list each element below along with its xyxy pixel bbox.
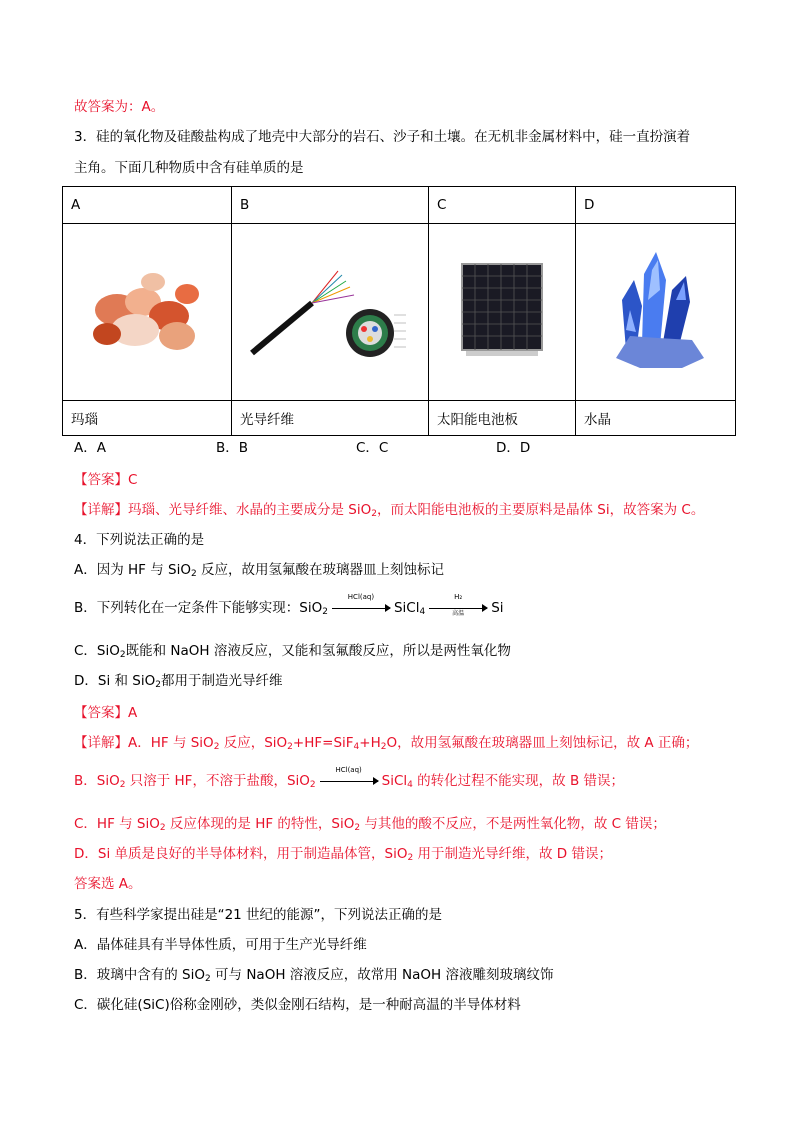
q4-explanation-b: B．SiO$_2$ 只溶于 HF，不溶于盐酸，SiO$_2$ HCl(aq) SiCl$_4$ 的转化过程不能实现，故 B 错误； [74,766,625,790]
q3-choices [74,438,530,458]
q3-options-table [62,186,736,436]
q4-option-c: C．SiO$_2$既能和 NaOH 溶液反应，又能和氢氟酸反应，所以是两性氧化物 [74,643,511,660]
previous-answer: 故答案为：A。 [74,99,165,115]
col-header-b: B [232,187,429,224]
label-agate: 玛瑙 [63,401,232,436]
q4-answer: 【答案】A [74,705,138,721]
q4-explanation-d: D．Si 单质是良好的半导体材料，用于制造晶体管，SiO$_2$ 用于制造光导纤维，故 D 错误； [74,846,612,863]
reaction-arrow-hcl: HCl(aq) [332,602,390,614]
q4-option-d: D．Si 和 SiO$_2$都用于制造光导纤维 [74,673,283,690]
crystal-image [576,224,736,401]
col-header-d: D [576,187,736,224]
q3-explanation: 【详解】玛瑙、光导纤维、水晶的主要成分是 SiO$_2$，而太阳能电池板的主要原料是晶体 Si，故答案为 C。 [74,502,705,519]
q4-option-a: A．因为 HF 与 SiO$_2$ 反应，故用氢氟酸在玻璃器皿上刻蚀标记 [74,562,445,579]
q5-option-a: A．晶体硅具有半导体性质，可用于生产光导纤维 [74,937,367,953]
solar-panel-image [429,224,576,401]
reaction-arrow-h2: H₂ 高温 [429,602,487,614]
choice-a[interactable]: A．A [74,440,106,456]
choice-c[interactable]: C．C [356,440,389,456]
q3-answer: 【答案】C [74,472,138,488]
label-crystal: 水晶 [576,401,736,436]
choice-d[interactable]: D．D [496,440,531,456]
q5-stem: 5．有些科学家提出硅是“21 世纪的能源”，下列说法正确的是 [74,907,443,923]
q5-option-c: C．碳化硅(SiC)俗称金刚砂，类似金刚石结构，是一种耐高温的半导体材料 [74,997,521,1013]
choice-b[interactable]: B．B [216,440,249,456]
q4-explanation-a: 【详解】A．HF 与 SiO$_2$ 反应，$SiO_2+HF=SiF_4+H_2O$，故用氢氟酸在玻璃器皿上刻蚀标记，故 A 正确； [74,735,699,752]
agate-image [63,224,232,401]
col-header-c: C [429,187,576,224]
q4-stem: 4．下列说法正确的是 [74,532,205,548]
optical-fiber-image [232,224,429,401]
col-header-a: A [63,187,232,224]
q5-option-b: B．玻璃中含有的 SiO$_2$ 可与 NaOH 溶液反应，故常用 NaOH 溶液雕刻玻璃纹饰 [74,967,554,984]
q4-final-answer: 答案选 A。 [74,876,142,892]
q3-stem-line1: 3．硅的氧化物及硅酸盐构成了地壳中大部分的岩石、沙子和土壤。在无机非金属材料中，硅一直扮演着 [74,129,691,145]
q4-option-b: B．下列转化在一定条件下能够实现：SiO$_2$ HCl(aq) SiCl$_4$ H₂ 高温 Si [74,593,504,617]
label-optical-fiber: 光导纤维 [232,401,429,436]
label-solar-panel: 太阳能电池板 [429,401,576,436]
reaction-arrow-hcl-2: HCl(aq) [320,775,378,787]
q4-explanation-c: C．HF 与 SiO$_2$ 反应体现的是 HF 的特性，SiO$_2$ 与其他的酸不反应，不是两性氧化物，故 C 错误； [74,816,666,833]
q3-stem-line2: 主角。下面几种物质中含有硅单质的是 [74,160,304,176]
